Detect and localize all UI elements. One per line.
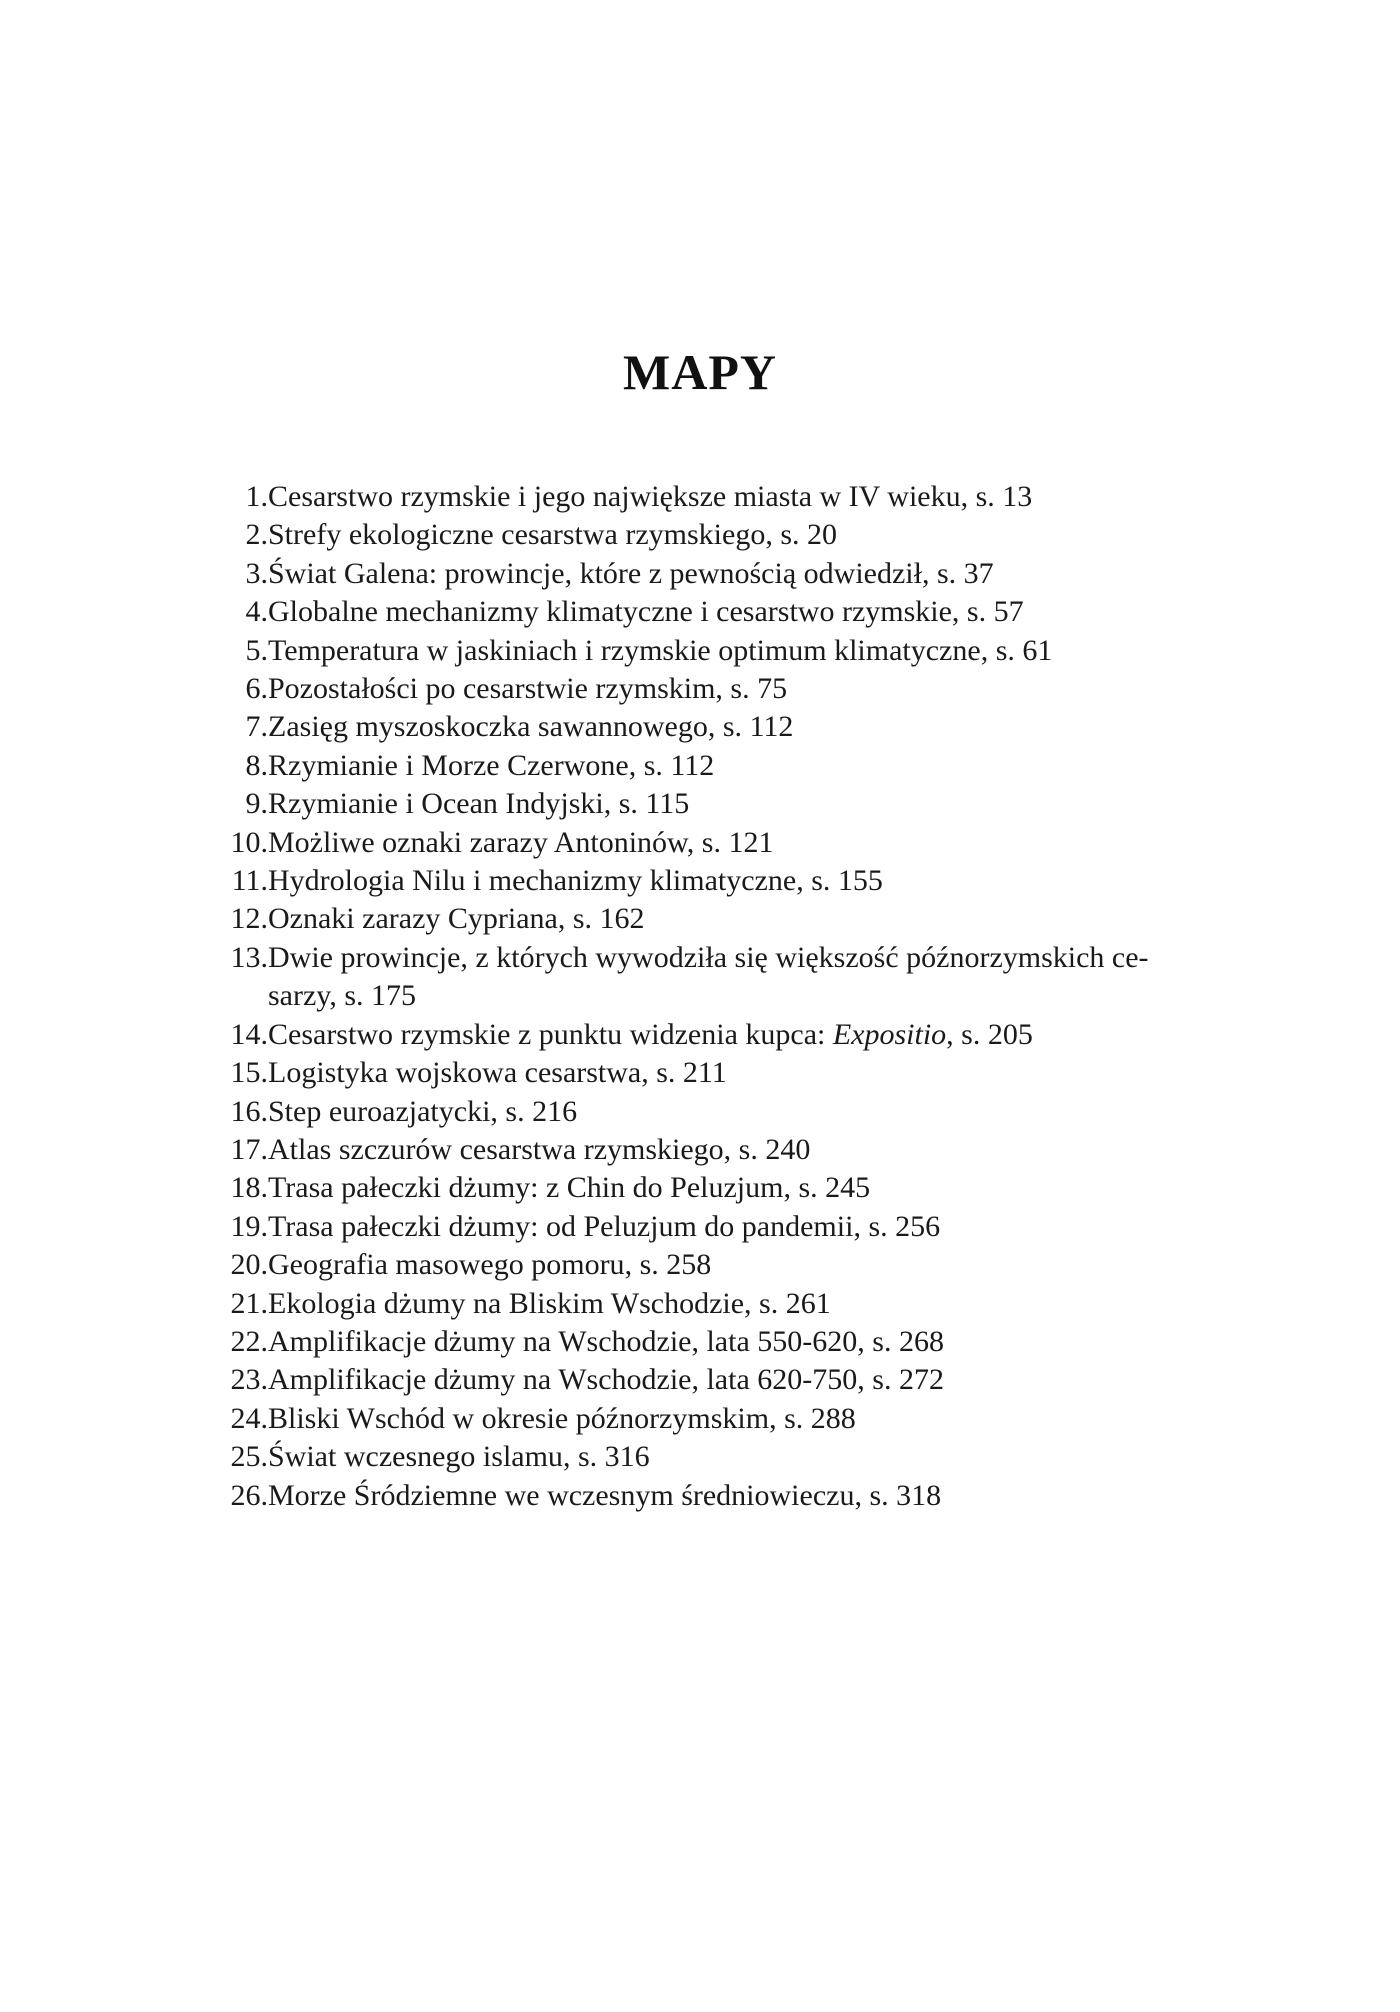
map-entry: Świat wczesnego islamu, s. 316 bbox=[268, 1440, 650, 1474]
map-title: Świat Galena: prowincje, które z pewnością odwiedził bbox=[268, 556, 922, 590]
map-title: Rzymianie i Morze Czerwone bbox=[268, 748, 629, 782]
page-reference: s. 75 bbox=[730, 672, 788, 706]
page-reference: s. 261 bbox=[759, 1286, 831, 1320]
map-entry: Bliski Wschód w okresie późnorzymskim, s. 288 bbox=[268, 1401, 856, 1435]
page-reference: s. 175 bbox=[344, 979, 417, 1013]
page-title: MAPY bbox=[623, 344, 777, 400]
map-number: 15. bbox=[230, 1056, 268, 1090]
page-reference: s. 20 bbox=[780, 518, 838, 552]
map-number: 5. bbox=[245, 633, 268, 667]
list-item bbox=[200, 1361, 1240, 1399]
list-item bbox=[200, 1285, 1240, 1323]
map-number: 6. bbox=[245, 672, 268, 706]
page-reference: s. 288 bbox=[784, 1401, 856, 1435]
page-reference: s. 115 bbox=[618, 787, 690, 821]
list-item bbox=[200, 747, 1240, 785]
map-title: Bliski Wschód w okresie późnorzymskim bbox=[268, 1401, 770, 1435]
map-title: Globalne mechanizmy klimatyczne i cesarstwo rzymskie bbox=[268, 595, 952, 629]
list-item bbox=[200, 516, 1240, 554]
map-number: 20. bbox=[230, 1248, 268, 1282]
map-title-continuation: sarzy bbox=[268, 979, 330, 1013]
map-title: Ekologia dżumy na Bliskim Wschodzie bbox=[268, 1286, 745, 1320]
map-entry: Pozostałości po cesarstwie rzymskim, s. 75 bbox=[268, 672, 788, 706]
map-number: 10. bbox=[230, 825, 268, 859]
map-number: 19. bbox=[230, 1209, 268, 1243]
page-reference: s. 121 bbox=[701, 825, 774, 859]
map-entry: Cesarstwo rzymskie z punktu widzenia kupca: Expositio, s. 205 bbox=[268, 1017, 1033, 1051]
map-title: Rzymianie i Ocean Indyjski bbox=[268, 787, 604, 821]
page-reference: s. 211 bbox=[656, 1056, 727, 1090]
list-item bbox=[200, 785, 1240, 823]
map-entry: Cesarstwo rzymskie i jego największe miasta w IV wieku, s. 13 bbox=[268, 480, 1033, 513]
map-entry: Świat Galena: prowincje, które z pewnością odwiedził, s. 37 bbox=[268, 556, 994, 590]
map-title: Dwie prowincje, z których wywodziła się większość późnorzymskich ce- bbox=[268, 940, 1149, 974]
list-item bbox=[200, 593, 1240, 631]
list-item bbox=[200, 632, 1240, 670]
map-entry: Hydrologia Nilu i mechanizmy klimatyczne, s. 155 bbox=[268, 864, 883, 898]
list-item bbox=[200, 1016, 1240, 1054]
page-reference: s. 155 bbox=[811, 864, 883, 898]
map-number: 4. bbox=[245, 595, 268, 629]
map-number: 26. bbox=[230, 1478, 268, 1512]
page-reference: s. 216 bbox=[505, 1094, 578, 1128]
map-title: Morze Śródziemne we wczesnym średniowieczu bbox=[268, 1478, 855, 1512]
page-reference: s. 316 bbox=[577, 1440, 650, 1474]
list-item bbox=[200, 1054, 1240, 1092]
page-reference: s. 112 bbox=[722, 710, 794, 744]
map-entry: Logistyka wojskowa cesarstwa, s. 211 bbox=[268, 1056, 727, 1090]
list-item bbox=[200, 862, 1240, 900]
page-reference: s. 205 bbox=[961, 1017, 1033, 1051]
list-item bbox=[200, 1323, 1240, 1361]
page-reference: s. 13 bbox=[975, 480, 1033, 513]
map-title: Temperatura w jaskiniach i rzymskie optimum klimatyczne bbox=[268, 633, 981, 667]
map-entry: Morze Śródziemne we wczesnym średniowieczu, s. 318 bbox=[268, 1478, 942, 1512]
page-reference: s. 258 bbox=[639, 1248, 712, 1282]
map-number: 23. bbox=[230, 1363, 268, 1397]
list-item bbox=[200, 1169, 1240, 1207]
map-number: 3. bbox=[245, 556, 268, 590]
map-title: Trasa pałeczki dżumy: z Chin do Peluzjum bbox=[268, 1171, 784, 1205]
map-number: 14. bbox=[230, 1017, 268, 1051]
list-item bbox=[200, 1131, 1240, 1169]
map-entry: Temperatura w jaskiniach i rzymskie optimum klimatyczne, s. 61 bbox=[268, 633, 1053, 667]
list-item bbox=[200, 900, 1240, 938]
map-title: Trasa pałeczki dżumy: od Peluzjum do pandemii bbox=[268, 1209, 854, 1243]
page-reference: s. 318 bbox=[869, 1478, 942, 1512]
map-number: 1. bbox=[245, 480, 268, 513]
map-entry: Strefy ekologiczne cesarstwa rzymskiego, s. 20 bbox=[268, 518, 838, 552]
map-title: Step euroazjatycki bbox=[268, 1094, 491, 1128]
page-reference: s. 240 bbox=[738, 1132, 811, 1166]
map-title: Geografia masowego pomoru bbox=[268, 1248, 625, 1282]
map-entry: Rzymianie i Ocean Indyjski, s. 115 bbox=[268, 787, 690, 821]
map-entry: Globalne mechanizmy klimatyczne i cesarstwo rzymskie, s. 57 bbox=[268, 595, 1024, 629]
map-title: Amplifikacje dżumy na Wschodzie, lata 550-620 bbox=[268, 1324, 858, 1358]
map-entry: Trasa pałeczki dżumy: od Peluzjum do pandemii, s. 256 bbox=[268, 1209, 941, 1243]
page-reference: s. 57 bbox=[966, 595, 1024, 629]
map-entry: Oznaki zarazy Cypriana, s. 162 bbox=[268, 902, 645, 936]
map-entry: Dwie prowincje, z których wywodziła się większość późnorzymskich ce- sarzy, s. 175 bbox=[268, 940, 1149, 1013]
map-title: Atlas szczurów cesarstwa rzymskiego bbox=[268, 1132, 724, 1166]
map-title: Strefy ekologiczne cesarstwa rzymskiego bbox=[268, 518, 766, 552]
map-title: Amplifikacje dżumy na Wschodzie, lata 620-750 bbox=[268, 1363, 858, 1397]
list-item bbox=[200, 1477, 1240, 1515]
page-reference: s. 162 bbox=[572, 902, 645, 936]
map-number: 7. bbox=[245, 710, 268, 744]
page-reference: s. 256 bbox=[868, 1209, 941, 1243]
map-entry: Atlas szczurów cesarstwa rzymskiego, s. 240 bbox=[268, 1132, 811, 1166]
list-item bbox=[200, 939, 1240, 1016]
list-item bbox=[200, 708, 1240, 746]
map-entry: Step euroazjatycki, s. 216 bbox=[268, 1094, 578, 1128]
map-title: Zasięg myszoskoczka sawannowego bbox=[268, 710, 708, 744]
list-item bbox=[200, 1093, 1240, 1131]
map-title: Cesarstwo rzymskie i jego największe miasta w IV wieku bbox=[268, 480, 961, 513]
map-title: Hydrologia Nilu i mechanizmy klimatyczne bbox=[268, 864, 797, 898]
map-title: Możliwe oznaki zarazy Antoninów bbox=[268, 825, 687, 859]
map-entry: Geografia masowego pomoru, s. 258 bbox=[268, 1248, 712, 1282]
map-entry: Amplifikacje dżumy na Wschodzie, lata 550-620, s. 268 bbox=[268, 1324, 944, 1358]
map-title: Świat wczesnego islamu bbox=[268, 1440, 563, 1474]
map-number: 18. bbox=[230, 1171, 268, 1205]
page-reference: s. 268 bbox=[872, 1324, 944, 1358]
map-entry: Trasa pałeczki dżumy: z Chin do Peluzjum, s. 245 bbox=[268, 1171, 871, 1205]
map-number: 21. bbox=[230, 1286, 268, 1320]
map-number: 9. bbox=[245, 787, 268, 821]
map-number: 8. bbox=[245, 748, 268, 782]
map-title: Logistyka wojskowa cesarstwa bbox=[268, 1056, 642, 1090]
list-item bbox=[200, 1438, 1240, 1476]
page-reference: s. 61 bbox=[995, 633, 1053, 667]
map-entry: Zasięg myszoskoczka sawannowego, s. 112 bbox=[268, 710, 794, 744]
map-title-italic: Expositio bbox=[832, 1017, 947, 1051]
map-number: 11. bbox=[231, 864, 268, 898]
map-number: 25. bbox=[230, 1440, 268, 1474]
map-entry: Możliwe oznaki zarazy Antoninów, s. 121 bbox=[268, 825, 774, 859]
map-number: 24. bbox=[230, 1401, 268, 1435]
map-entry: Ekologia dżumy na Bliskim Wschodzie, s. 261 bbox=[268, 1286, 831, 1320]
page-reference: s. 245 bbox=[798, 1171, 871, 1205]
list-item bbox=[200, 670, 1240, 708]
page-reference: s. 272 bbox=[872, 1363, 944, 1397]
list-item bbox=[200, 1246, 1240, 1284]
map-number: 22. bbox=[230, 1324, 268, 1358]
map-number: 13. bbox=[230, 940, 268, 974]
list-item bbox=[200, 555, 1240, 593]
map-entry: Rzymianie i Morze Czerwone, s. 112 bbox=[268, 748, 715, 782]
map-number: 16. bbox=[230, 1094, 268, 1128]
map-number: 17. bbox=[230, 1132, 268, 1166]
list-item bbox=[200, 824, 1240, 862]
map-number: 12. bbox=[230, 902, 268, 936]
map-title: Cesarstwo rzymskie z punktu widzenia kupca: bbox=[268, 1017, 833, 1051]
page-reference: s. 37 bbox=[936, 556, 994, 590]
map-list bbox=[200, 478, 1240, 1515]
page-reference: s. 112 bbox=[643, 748, 715, 782]
list-item bbox=[200, 1400, 1240, 1438]
list-item bbox=[200, 478, 1240, 516]
list-item bbox=[200, 1208, 1240, 1246]
map-number: 2. bbox=[245, 518, 268, 552]
map-title: Oznaki zarazy Cypriana bbox=[268, 902, 558, 936]
map-title: Pozostałości po cesarstwie rzymskim bbox=[268, 672, 716, 706]
map-entry: Amplifikacje dżumy na Wschodzie, lata 620-750, s. 272 bbox=[268, 1363, 944, 1397]
